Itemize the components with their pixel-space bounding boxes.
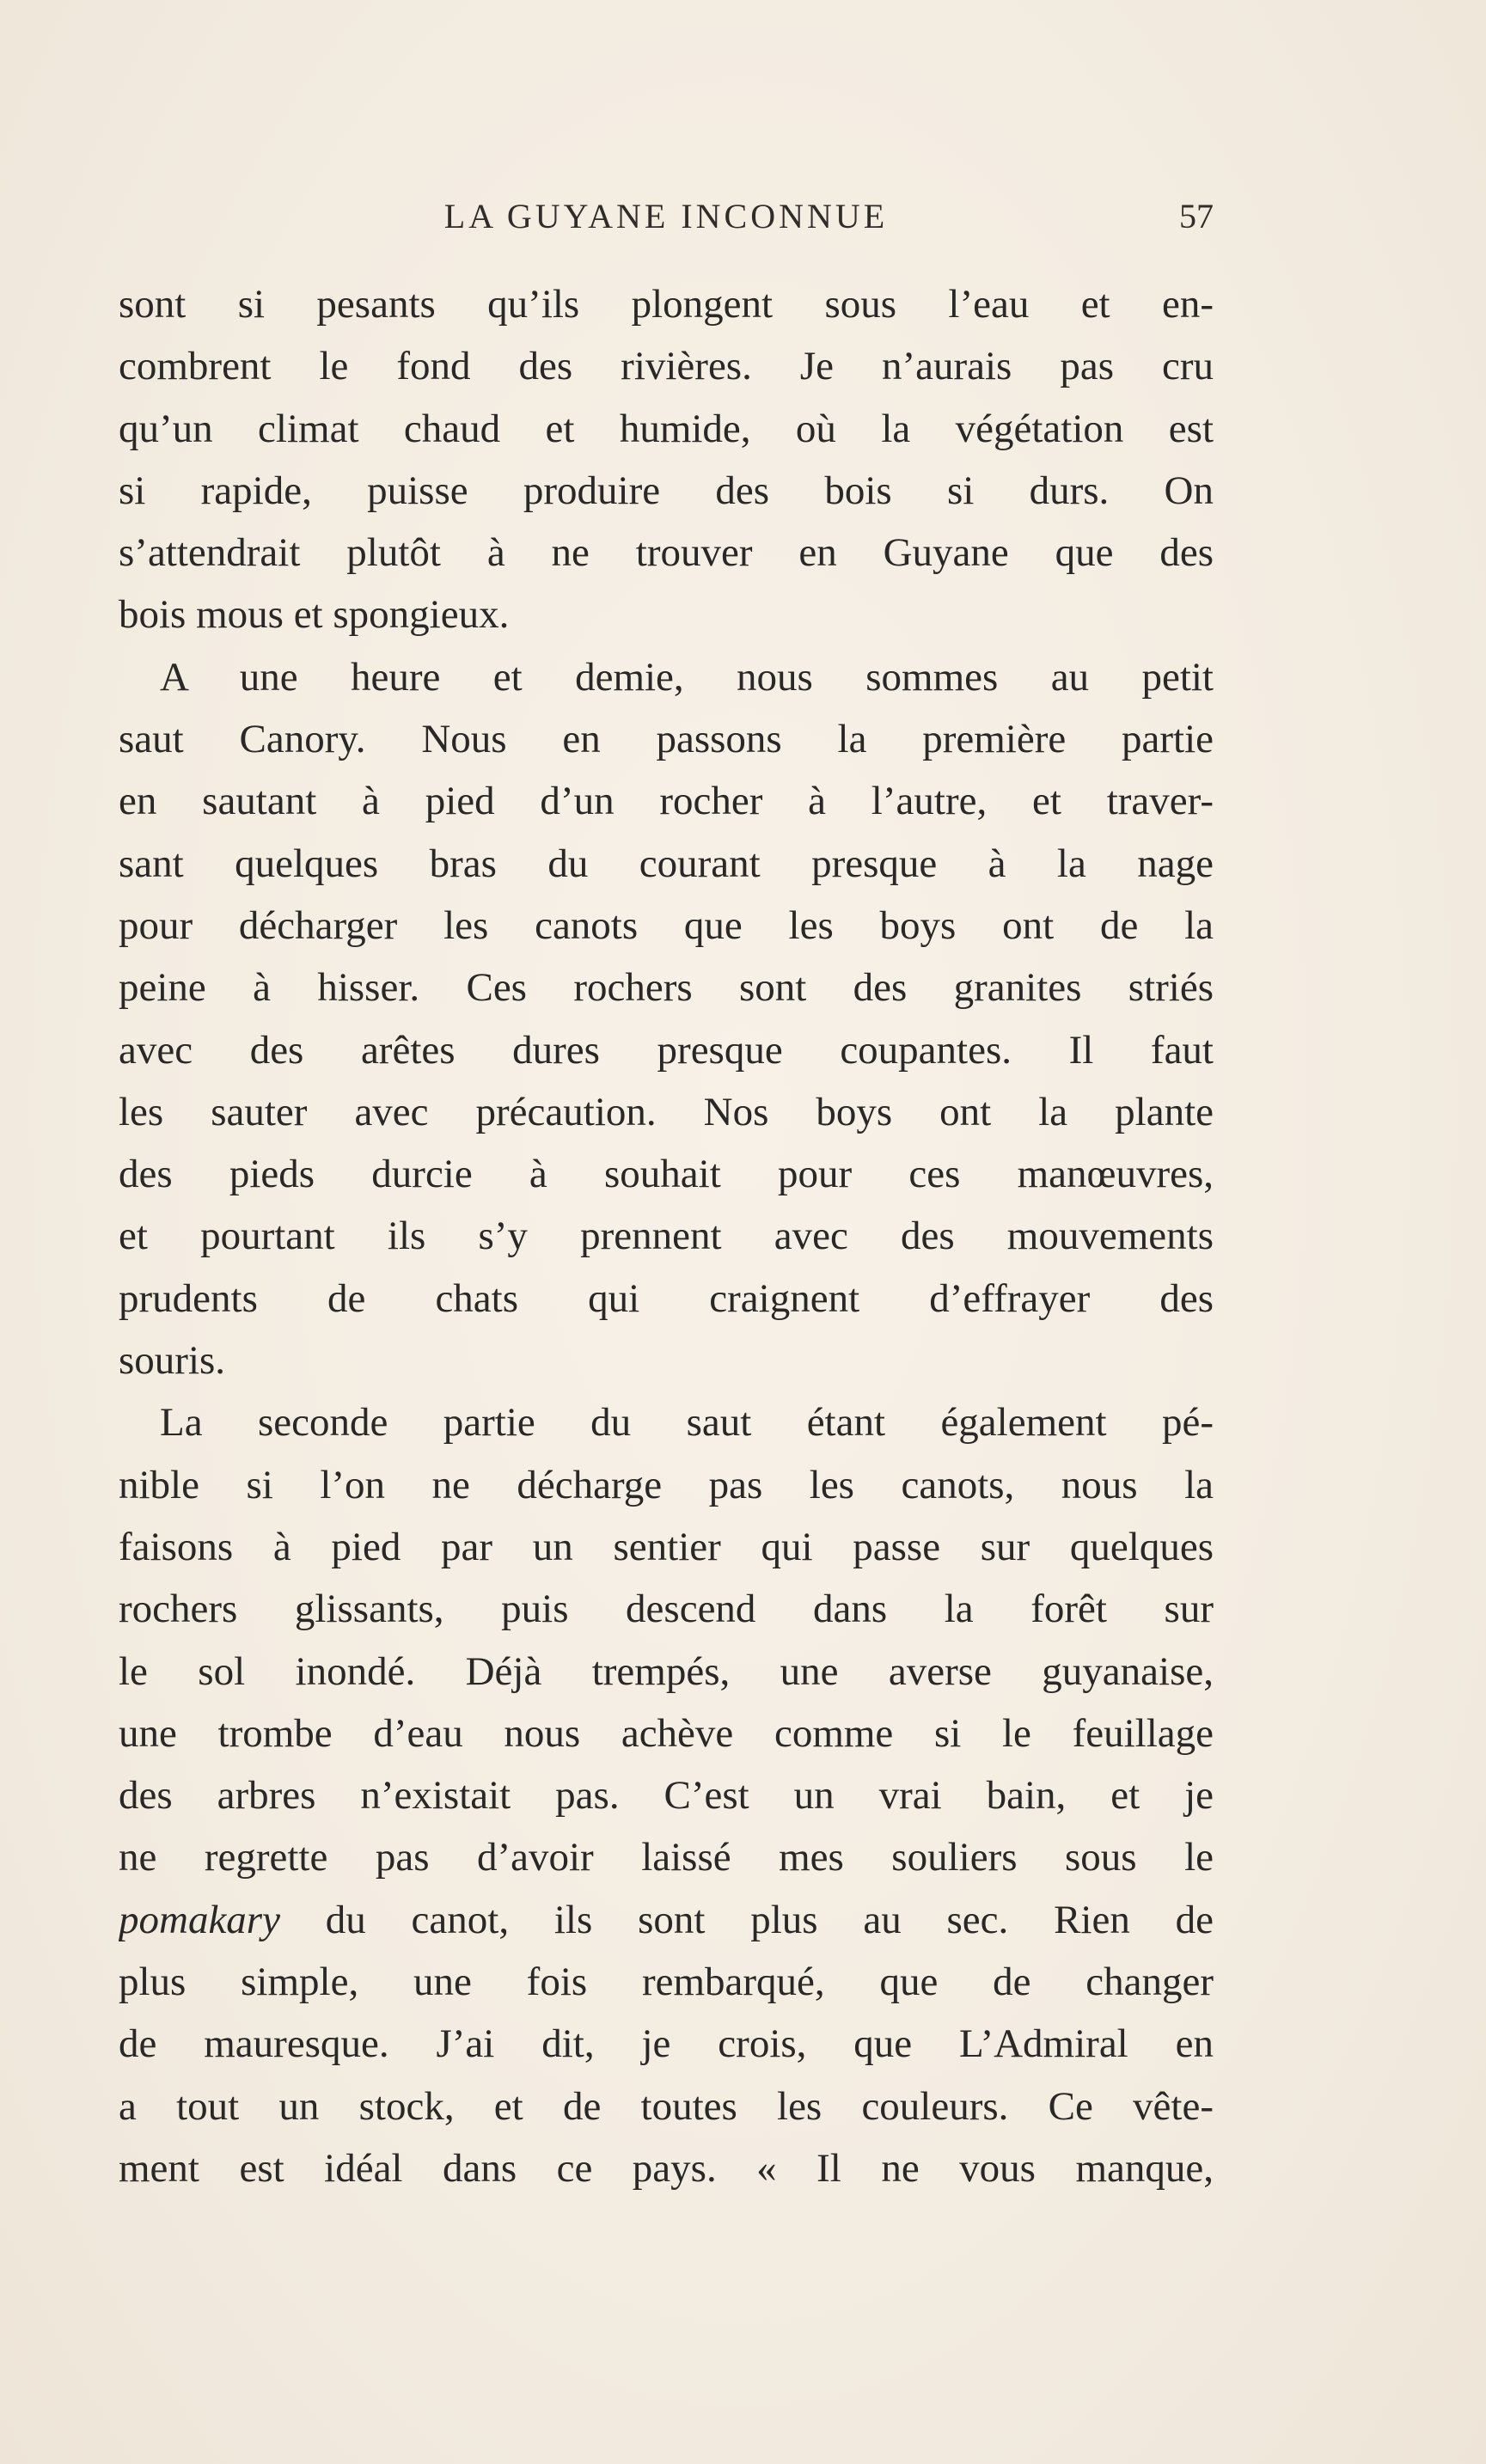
- line-rest: du canot, ils sont plus au sec. Rien de: [279, 1897, 1214, 1942]
- text-line: pour décharger les canots que les boys ont de la: [119, 902, 1214, 948]
- text-line: s’attendrait plutôt à ne trouver en Guyane que des: [119, 530, 1214, 576]
- text-line: ne regrette pas d’avoir laissé mes souliers sous le: [119, 1835, 1214, 1880]
- body-text: [119, 273, 1214, 2199]
- text-line: les sauter avec précaution. Nos boys ont la plante: [119, 1089, 1214, 1134]
- page-number: 57: [1179, 197, 1214, 235]
- text-line: La seconde partie du saut étant également pé-: [160, 1400, 1214, 1446]
- text-line: bois mous et spongieux.: [119, 592, 510, 638]
- text-line: souris.: [119, 1338, 226, 1384]
- italic-term: pomakary: [119, 1897, 280, 1942]
- text-line: si rapide, puisse produire des bois si durs. On: [119, 468, 1214, 513]
- text-line: des arbres n’existait pas. C’est un vrai bain, et je: [119, 1773, 1214, 1819]
- running-head: [119, 191, 1214, 242]
- text-line: saut Canory. Nous en passons la première partie: [119, 717, 1214, 762]
- text-line: sont si pesants qu’ils plongent sous l’eau et en-: [119, 282, 1214, 327]
- text-line: peine à hisser. Ces rochers sont des granites striés: [119, 965, 1214, 1011]
- text-line: nible si l’on ne décharge pas les canots, nous la: [119, 1462, 1214, 1507]
- text-line: faisons à pied par un sentier qui passe sur quelques: [119, 1524, 1214, 1569]
- text-line: avec des arêtes dures presque coupantes. Il faut: [119, 1027, 1214, 1073]
- text-line: combrent le fond des rivières. Je n’aurais pas cru: [119, 344, 1214, 389]
- text-line: et pourtant ils s’y prennent avec des mouvements: [119, 1214, 1214, 1259]
- text-line: rochers glissants, puis descend dans la forêt sur: [119, 1587, 1214, 1632]
- running-title: LA GUYANE INCONNUE: [443, 197, 889, 235]
- text-line: de mauresque. J’ai dit, je crois, que L’Admiral en: [119, 2021, 1214, 2067]
- text-line: a tout un stock, et de toutes les couleurs. Ce vête-: [119, 2083, 1214, 2129]
- text-line: sant quelques bras du courant presque à la nage: [119, 841, 1214, 886]
- text-line: des pieds durcie à souhait pour ces manœuvres,: [119, 1152, 1214, 1197]
- text-line: prudents de chats qui craignent d’effrayer des: [119, 1275, 1214, 1321]
- text-line: une trombe d’eau nous achève comme si le feuillage: [119, 1710, 1214, 1756]
- text-line: le sol inondé. Déjà trempés, une averse guyanaise,: [119, 1648, 1214, 1694]
- text-line: qu’un climat chaud et humide, où la végétation est: [119, 406, 1214, 451]
- text-line: plus simple, une fois rembarqué, que de changer: [119, 1960, 1214, 2005]
- text-line: ment est idéal dans ce pays. « Il ne vous manque,: [119, 2145, 1214, 2191]
- text-line: en sautant à pied d’un rocher à l’autre, et traver-: [119, 779, 1214, 824]
- text-line-italic-term: [119, 1889, 1214, 1951]
- text-line: A une heure et demie, nous sommes au petit: [160, 654, 1214, 700]
